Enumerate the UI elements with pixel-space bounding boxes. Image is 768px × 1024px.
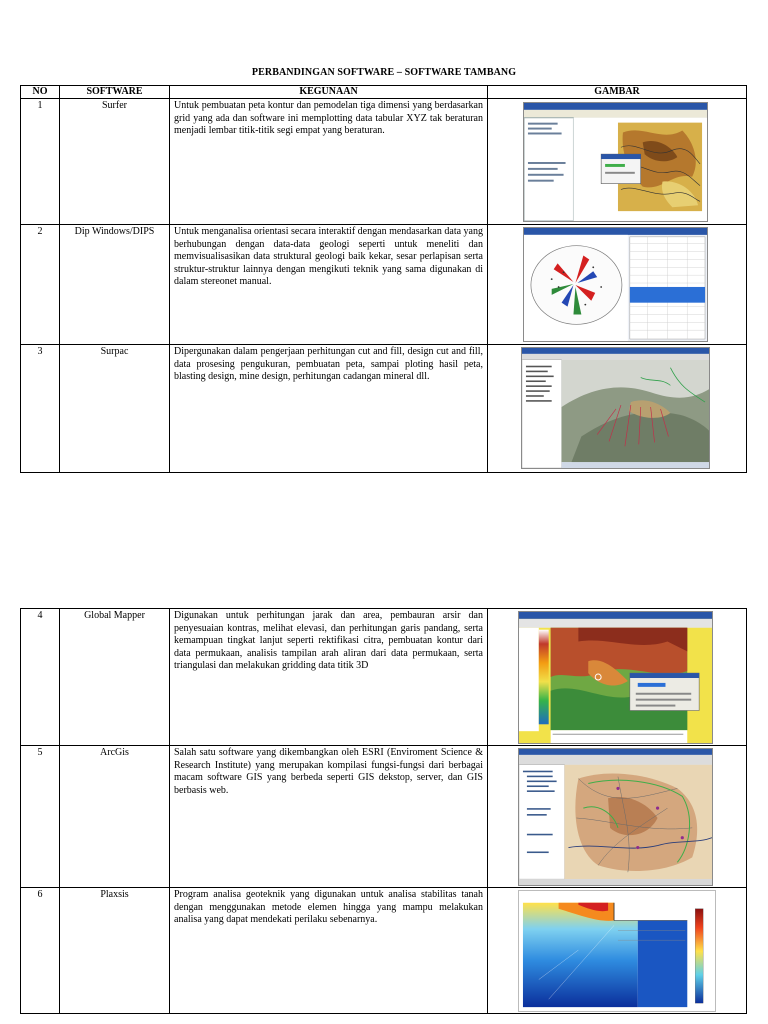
surpac-screenshot <box>521 347 710 469</box>
table-row <box>21 888 747 1014</box>
row-no: 1 <box>21 99 60 225</box>
row-kegunaan: Digunakan untuk perhitungan jarak dan area, pembauran arsir dan penyesuaian kontras, melihat elevasi, dan perhitungan garis pandang, serta kemampuan tingkat lanjut seperti rektifikasi citra, pembuatan kontur dari data permukaan, analisis tampilan arah aliran dari data permukaan, serta triangulasi dan melakukan gridding data titik 3D <box>170 609 488 746</box>
row-no: 4 <box>21 609 60 746</box>
table-row <box>21 99 747 225</box>
row-software: Plaxsis <box>60 888 170 1014</box>
header-software: SOFTWARE <box>60 86 170 99</box>
row-gambar <box>488 225 747 345</box>
header-no: NO <box>21 86 60 99</box>
row-gambar <box>488 99 747 225</box>
row-software: Surpac <box>60 345 170 473</box>
surfer-screenshot <box>523 102 708 222</box>
table-header-row <box>21 86 747 99</box>
row-gambar <box>488 888 747 1014</box>
row-gambar <box>488 345 747 473</box>
row-software: Global Mapper <box>60 609 170 746</box>
row-kegunaan: Salah satu software yang dikembangkan oleh ESRI (Enviroment Science & Research Institute) yang merupakan kompilasi fungsi-fungsi dari berbagai macam software GIS yang berbeda seperti GIS dekstop, server, dan GIS berbasis web. <box>170 746 488 888</box>
table-row <box>21 746 747 888</box>
table-row <box>21 609 747 746</box>
header-gambar: GAMBAR <box>488 86 747 99</box>
row-no: 5 <box>21 746 60 888</box>
row-no: 6 <box>21 888 60 1014</box>
row-software: ArcGis <box>60 746 170 888</box>
row-gambar <box>488 746 747 888</box>
row-kegunaan: Untuk menganalisa orientasi secara interaktif dengan mendasarkan data yang berhubungan dengan data-data geologi seperti untuk meneliti dan memvisualisasikan data struktural geologi baik kekar, sesar perlapisan serta struktur-struktur lainnya dengan mengikuti teknik yang sama digunakan di dalam stereonet manual. <box>170 225 488 345</box>
row-gambar <box>488 609 747 746</box>
software-comparison-table-continued <box>20 608 747 1014</box>
row-no: 2 <box>21 225 60 345</box>
row-kegunaan: Untuk pembuatan peta kontur dan pemodelan tiga dimensi yang berdasarkan grid yang ada dan software ini memplotting data tabular XYZ tak beraturan menjadi lembar titik-titik segi empat yang beraturan. <box>170 99 488 225</box>
table-row <box>21 225 747 345</box>
table-row <box>21 345 747 473</box>
global-mapper-screenshot <box>518 611 713 744</box>
row-software: Surfer <box>60 99 170 225</box>
header-kegunaan: KEGUNAAN <box>170 86 488 99</box>
dips-screenshot <box>523 227 708 342</box>
software-comparison-table <box>20 85 747 473</box>
plaxis-screenshot <box>518 890 716 1012</box>
row-no: 3 <box>21 345 60 473</box>
row-kegunaan: Program analisa geoteknik yang digunakan untuk analisa stabilitas tanah dengan menggunakan metode elemen hingga yang mampu melakukan analisa yang dapat mendekati perilaku sebenarnya. <box>170 888 488 1014</box>
row-kegunaan: Dipergunakan dalam pengerjaan perhitungan cut and fill, design cut and fill, data prosesing pengukuran, pembuatan peta, sampai ploting hasil peta, blasting design, mine design, perhitungan cadangan mineral dll. <box>170 345 488 473</box>
row-software: Dip Windows/DIPS <box>60 225 170 345</box>
arcgis-screenshot <box>518 748 713 886</box>
document-title: PERBANDINGAN SOFTWARE – SOFTWARE TAMBANG <box>251 67 517 78</box>
